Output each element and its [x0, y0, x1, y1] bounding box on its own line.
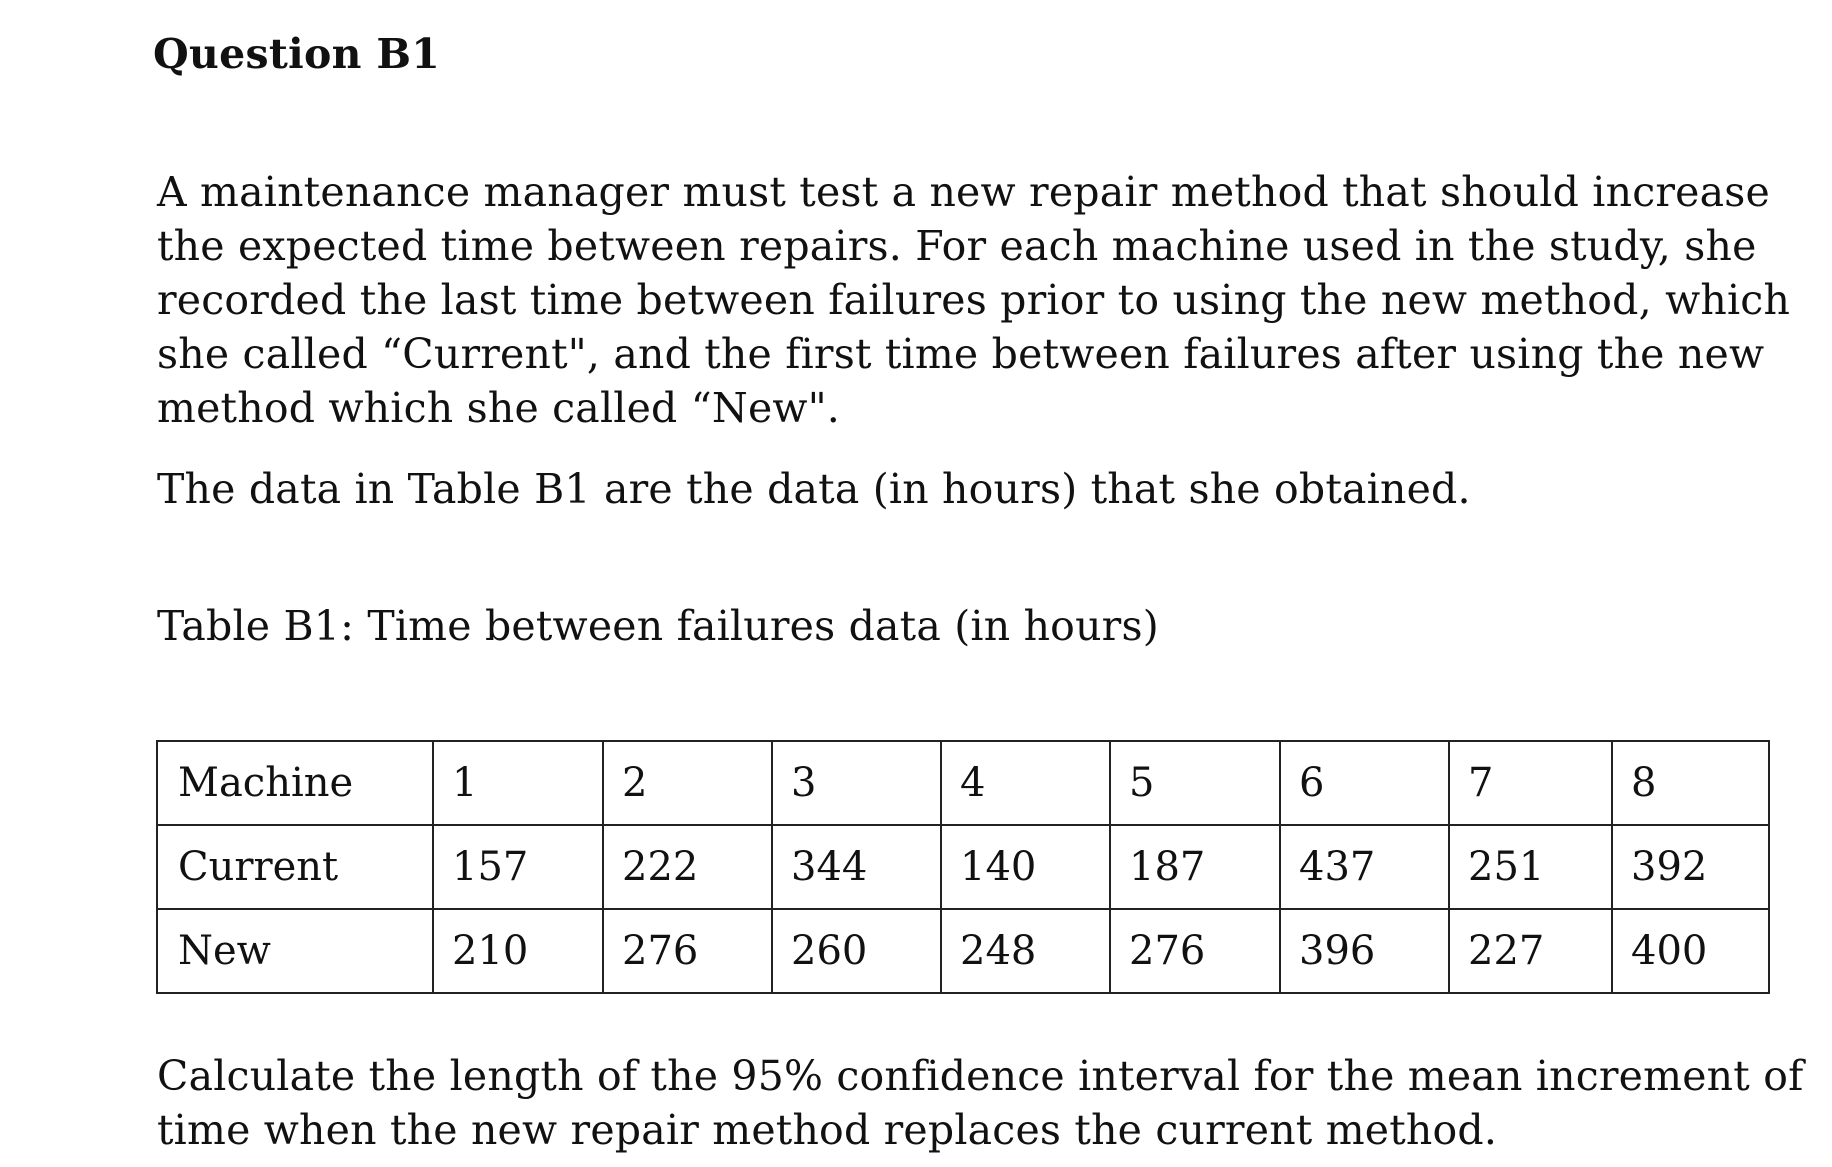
- new-value-cell: 227: [1449, 909, 1612, 993]
- row-label-new: New: [157, 909, 433, 993]
- table-caption: Table B1: Time between failures data (in hours): [157, 602, 1159, 650]
- machine-number-cell: 4: [941, 741, 1110, 825]
- machine-number-cell: 8: [1612, 741, 1769, 825]
- data-sentence: The data in Table B1 are the data (in hours) that she obtained.: [157, 465, 1471, 513]
- machine-number-cell: 5: [1110, 741, 1280, 825]
- new-value-cell: 276: [1110, 909, 1280, 993]
- new-value-cell: 248: [941, 909, 1110, 993]
- machine-number-cell: 2: [603, 741, 772, 825]
- table-row-current: [157, 825, 1769, 909]
- current-value-cell: 187: [1110, 825, 1280, 909]
- new-value-cell: 400: [1612, 909, 1769, 993]
- machine-number-cell: 3: [772, 741, 941, 825]
- table-header-row: [157, 741, 1769, 825]
- new-value-cell: 276: [603, 909, 772, 993]
- current-value-cell: 251: [1449, 825, 1612, 909]
- question-title: Question B1: [153, 30, 441, 78]
- machine-number-cell: 1: [433, 741, 603, 825]
- current-value-cell: 437: [1280, 825, 1449, 909]
- machine-number-cell: 7: [1449, 741, 1612, 825]
- failure-data-table: [156, 740, 1770, 994]
- new-value-cell: 396: [1280, 909, 1449, 993]
- task-paragraph: Calculate the length of the 95% confidence interval for the mean increment of time when the new repair method replaces the current method.: [157, 1052, 1804, 1154]
- current-value-cell: 392: [1612, 825, 1769, 909]
- current-value-cell: 222: [603, 825, 772, 909]
- current-value-cell: 157: [433, 825, 603, 909]
- machine-number-cell: 6: [1280, 741, 1449, 825]
- intro-paragraph: A maintenance manager must test a new repair method that should increase the expected time between repairs. For each machine used in the study, she recorded the last time between failures prior to using the new method, which she called “Current", and the first time between failures after using the new method which she called “New".: [157, 168, 1791, 432]
- current-value-cell: 140: [941, 825, 1110, 909]
- current-value-cell: 344: [772, 825, 941, 909]
- table-header-label: Machine: [157, 741, 433, 825]
- table-row-new: [157, 909, 1769, 993]
- new-value-cell: 260: [772, 909, 941, 993]
- new-value-cell: 210: [433, 909, 603, 993]
- row-label-current: Current: [157, 825, 433, 909]
